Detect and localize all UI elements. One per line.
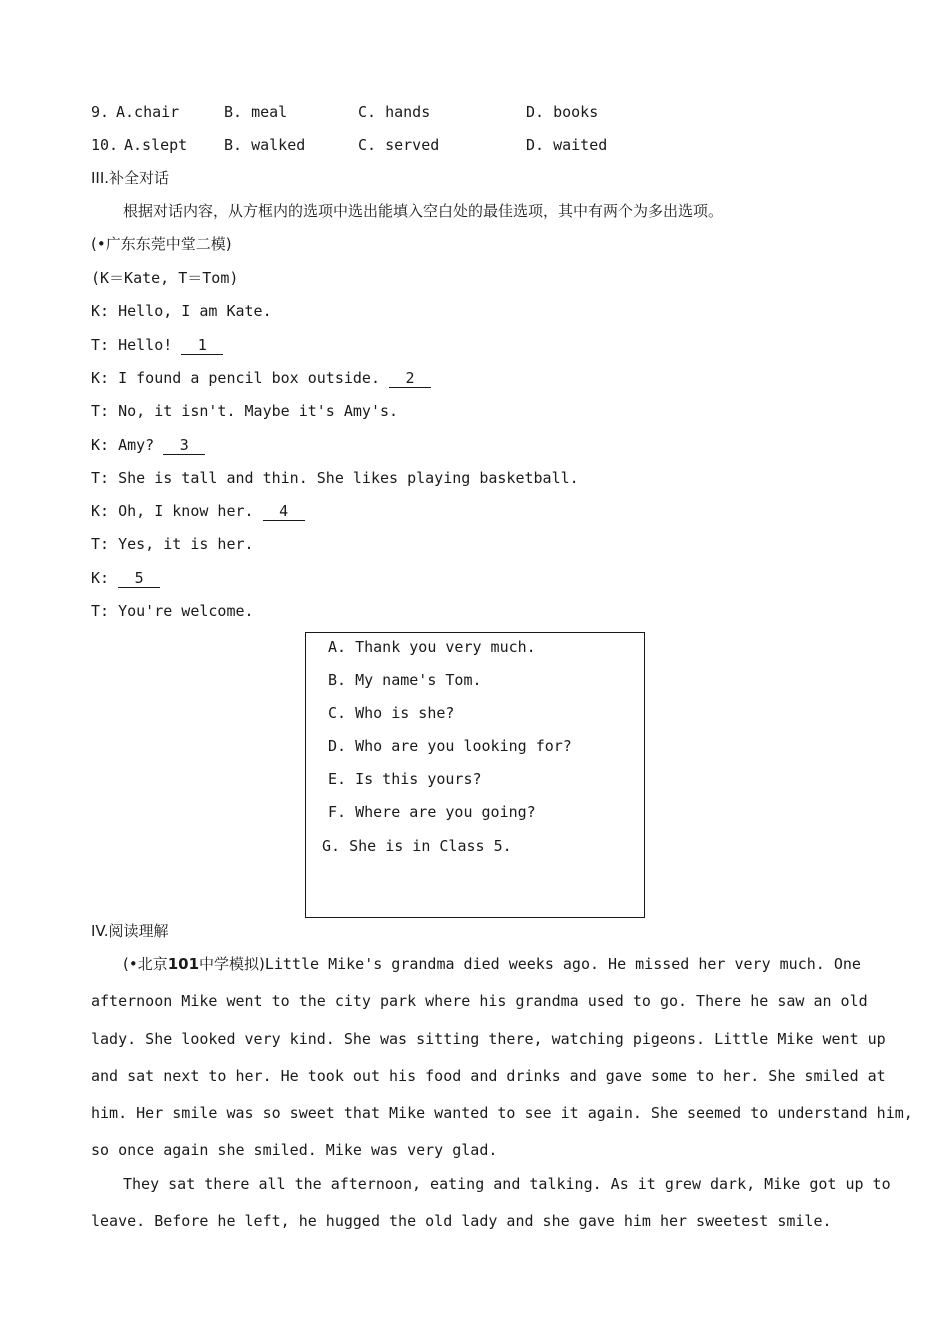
paragraph-line: afternoon Mike went to the city park where his grandma used to go. There he saw an old [91, 992, 868, 1011]
dialogue-line [91, 301, 272, 321]
option-item: E. Is this yours? [328, 770, 482, 788]
dialogue-line [91, 534, 254, 554]
reading-source-prefix: (•北京 [123, 955, 168, 973]
answer-blank[interactable]: 5 [118, 569, 160, 588]
question-10-option-b: B. walked [224, 136, 306, 154]
paragraph-line: lady. She looked very kind. She was sitting there, watching pigeons. Little Mike went up [91, 1029, 886, 1048]
answer-blank[interactable]: 3 [163, 436, 205, 455]
reading-source-number: 101 [167, 955, 200, 973]
option-item: D. Who are you looking for? [328, 737, 572, 755]
question-9-option-d: D. books [526, 103, 599, 121]
paragraph-line: so once again she smiled. Mike was very glad. [91, 1141, 498, 1160]
dialogue-line [91, 601, 254, 621]
dialogue-line [91, 335, 223, 355]
dialogue-line [91, 401, 398, 421]
section-3-source: (•广东东莞中堂二模) [91, 235, 232, 253]
dialogue-text: T: She is tall and thin. She likes playing basketball. [91, 469, 579, 487]
reading-source-suffix: 中学模拟) [199, 955, 265, 973]
dialogue-text: K: Amy? [91, 436, 164, 454]
answer-blank[interactable]: 1 [181, 336, 223, 355]
dialogue-line [91, 568, 160, 588]
dialogue-line [91, 435, 205, 455]
option-item: G. She is in Class 5. [322, 837, 512, 855]
dialogue-text: K: [91, 569, 119, 587]
dialogue-text: T: No, it isn't. Maybe it's Amy's. [91, 402, 399, 420]
dialogue-line [91, 468, 579, 488]
dialogue-text: K: Oh, I know her. [91, 502, 263, 520]
question-10-option-d: D. waited [526, 136, 608, 154]
section-4-heading: IV.阅读理解 [91, 922, 169, 940]
reading-paragraph-2 [91, 1166, 891, 1241]
paragraph-line: and sat next to her. He took out his food and drinks and gave some to her. She smiled at [91, 1066, 886, 1085]
options-box [305, 632, 645, 918]
question-10-option-c: C. served [358, 136, 440, 154]
reading-paragraph-1 [91, 946, 913, 1170]
question-9-option-a: A.chair [116, 103, 180, 121]
question-9-option-c: C. hands [358, 103, 431, 121]
dialogue-text: T: Hello! [91, 336, 182, 354]
paragraph-line: They sat there all the afternoon, eating and talking. As it grew dark, Mike got up to [123, 1175, 891, 1193]
paragraph-line: him. Her smile was so sweet that Mike wanted to see it again. She seemed to understand him, [91, 1104, 913, 1123]
dialogue-legend: (K＝Kate, T＝Tom) [91, 269, 239, 287]
dialogue-text: T: You're welcome. [91, 602, 254, 620]
section-3-instruction: 根据对话内容，从方框内的选项中选出能填入空白处的最佳选项，其中有两个为多出选项。 [123, 202, 724, 220]
question-9-option-b: B. meal [224, 103, 288, 121]
option-item: A. Thank you very much. [328, 638, 536, 656]
answer-blank[interactable]: 2 [389, 369, 431, 388]
question-10-number: 10. [91, 136, 128, 154]
dialogue-text: K: I found a pencil box outside. [91, 369, 390, 387]
paragraph-line: leave. Before he left, he hugged the old lady and she gave him her sweetest smile. [91, 1212, 832, 1231]
section-3-heading: III.补全对话 [91, 169, 170, 187]
paragraph-line [91, 946, 859, 983]
question-9-number: 9. [91, 103, 119, 121]
dialogue-text: T: Yes, it is her. [91, 535, 254, 553]
option-item: F. Where are you going? [328, 803, 536, 821]
dialogue-line [91, 501, 305, 521]
question-10-option-a: A.slept [124, 136, 188, 154]
paragraph-text: Little Mike's grandma died weeks ago. He missed her very much. One [264, 955, 861, 973]
option-item: C. Who is she? [328, 704, 455, 722]
answer-blank[interactable]: 4 [263, 502, 305, 521]
dialogue-text: K: Hello, I am Kate. [91, 302, 272, 320]
option-item: B. My name's Tom. [328, 671, 482, 689]
dialogue-line [91, 368, 431, 388]
